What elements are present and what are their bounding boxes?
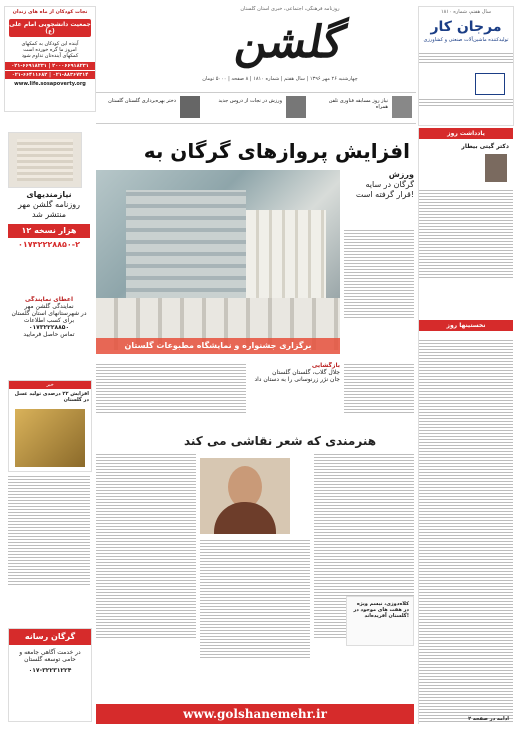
left-body-text [8,474,90,624]
headline: افزایش پروازهای گرگان به [110,134,410,168]
khabar-label: خبر [9,381,91,389]
teaser-2-thumb [286,96,306,118]
quote-line-2: جان نژر زرنوسانی را به دستان داد [254,376,340,383]
logo-text: گلشن [231,17,349,68]
photo-caption: برگزاری جشنواره و نمایشگاه مطبوعات گلستان [96,338,340,354]
sport-section [344,170,414,230]
left-promo-title: نجات کودکان از ماه های زندان [12,9,88,15]
left-promo-web: www.life.sosapoverty.org [14,81,86,87]
quote-box [250,362,340,402]
right-ad-brand: مرجان کار [430,19,502,35]
bottom-ad [8,628,92,722]
art-text-right [314,452,414,702]
pullquote [346,596,414,646]
sport-title-2: قرار گرفته است! [355,190,414,199]
left-promo-phone-2: ۰۲۱-۶۶۴۱۱۶۸۲ | ۰۲۱-۸۸۳۶۷۳۱۴ [5,71,95,79]
ad2-body-3: برای کسب اطلاعات [23,317,75,324]
right-col-footer: ادامه در صفحه ۲ [468,716,509,722]
art-text-left [96,452,196,702]
ad2-body-1: نمایندگی گلشن مهر [24,303,74,310]
teaser-3-thumb [180,96,200,118]
sport-label: ورزش [388,170,414,179]
quote-line-1: جلال گلاب، گلستان گلستان [272,369,340,376]
right-col-section2: نخستینها روز [419,320,513,331]
right-col-author: دکتر گیتی بیطار [461,143,509,150]
art-text-mid [200,538,310,702]
ad1-sub: روزنامه گلشن مهر [18,200,80,209]
left-promo-phone-1: ۰۲۱-۶۶۹۱۸۲۳۱ | ۲۰۰۰۶۶۹۱۸۲۳۱ [5,62,95,70]
right-ad [418,6,514,126]
ad2-note: تماس حاصل فرمایید [23,331,75,338]
teaser-1-thumb [392,96,412,118]
art-title: هنرمندی که شعر نقاشی می کند [150,432,410,450]
left-ad-thumb [8,132,82,188]
teaser-3 [100,96,200,120]
ad2-title: اعطای نمایندگی [24,296,74,303]
teaser-row [96,92,416,124]
right-ad-logo [475,73,505,95]
left-promo-body-1: آینده این کودکان به کمکهای [21,41,79,47]
issue-line: چهارشنبه ۲۶ مهر ۱۳۹۶ | سال هفتم | شماره ۱۸۱۰ | ۸ صفحه | ۵۰۰۰ تومان [180,76,380,82]
left-promo-body-2: امروز ما گره خورده است [23,47,77,53]
khabar-title: افزایش ۲۲ درصدی تولید عسل در گلستان [14,391,89,403]
main-photo [96,170,340,350]
ad1-title: نیازمندیهای [26,190,72,199]
ad1-phone: ۰۱۷۳۲۲۲۸۸۵۰-۲ [18,240,80,249]
author-photo [485,154,507,182]
left-promo-body-3: کمکهای آینده‌تان تداوم شود [21,53,79,59]
khabar-box [8,380,92,472]
right-ad-small: سال هفتم، شماره ۱۸۱۰ [440,9,492,15]
masthead-tagline: روزنامه فرهنگی، اجتماعی، خبری استان گلستان [230,6,350,12]
ad2-box [8,296,90,376]
bottom-ad-title: گرگان رسانه [9,629,91,645]
mid-text-right [344,362,414,432]
right-col-header: یادداشت روز [419,128,513,139]
bottom-ad-phone: ۰۱۷-۳۲۲۳۱۲۲۴ [28,667,72,674]
mid-text-left [96,362,246,432]
pullquote-text: کلاه‌دوزی، نیسم ویژه در هفت های موجود در گلستان آفریده‌اند! [353,601,409,619]
ad1-count: ۱۲ هزار نسخه [8,224,90,238]
footer-url[interactable]: www.golshanemehr.ir [96,704,414,724]
ad1-sub2: منتشر شد [31,210,67,219]
logo [190,14,380,74]
sport-title-1: گرگان در سایه [365,180,414,189]
khabar-photo [15,409,85,467]
ad1-box [8,190,90,290]
teaser-2-text: ورزش در نجات از دروس جدید [218,98,282,104]
teaser-1 [312,96,412,120]
ad2-phone: ۰۱۷۳۲۲۲۸۸۵۰ [28,324,70,331]
right-column [418,128,513,724]
teaser-3-text: دختر بهره‌برداری گلستان گلستان [108,98,176,104]
art-photo [200,458,290,534]
ad2-body-2: در شهرستانهای استان گلستان [11,310,87,317]
teaser-2 [206,96,306,120]
quote-label: بازگشایی [311,362,340,369]
bottom-ad-body: در خدمت آگاهی جامعه و حامی توسعه گلستان [19,649,81,663]
left-promo-org: جمعیت دانشجویی امام علی (ع) [9,21,91,35]
left-promo-box [4,6,96,112]
sport-text [344,228,414,350]
right-ad-info: تولیدکننده ماشین‌آلات صنعتی و کشاورزی [423,37,509,43]
teaser-1-text: نیاز روز مسابقه فناوری تلفن همراه [328,98,388,110]
